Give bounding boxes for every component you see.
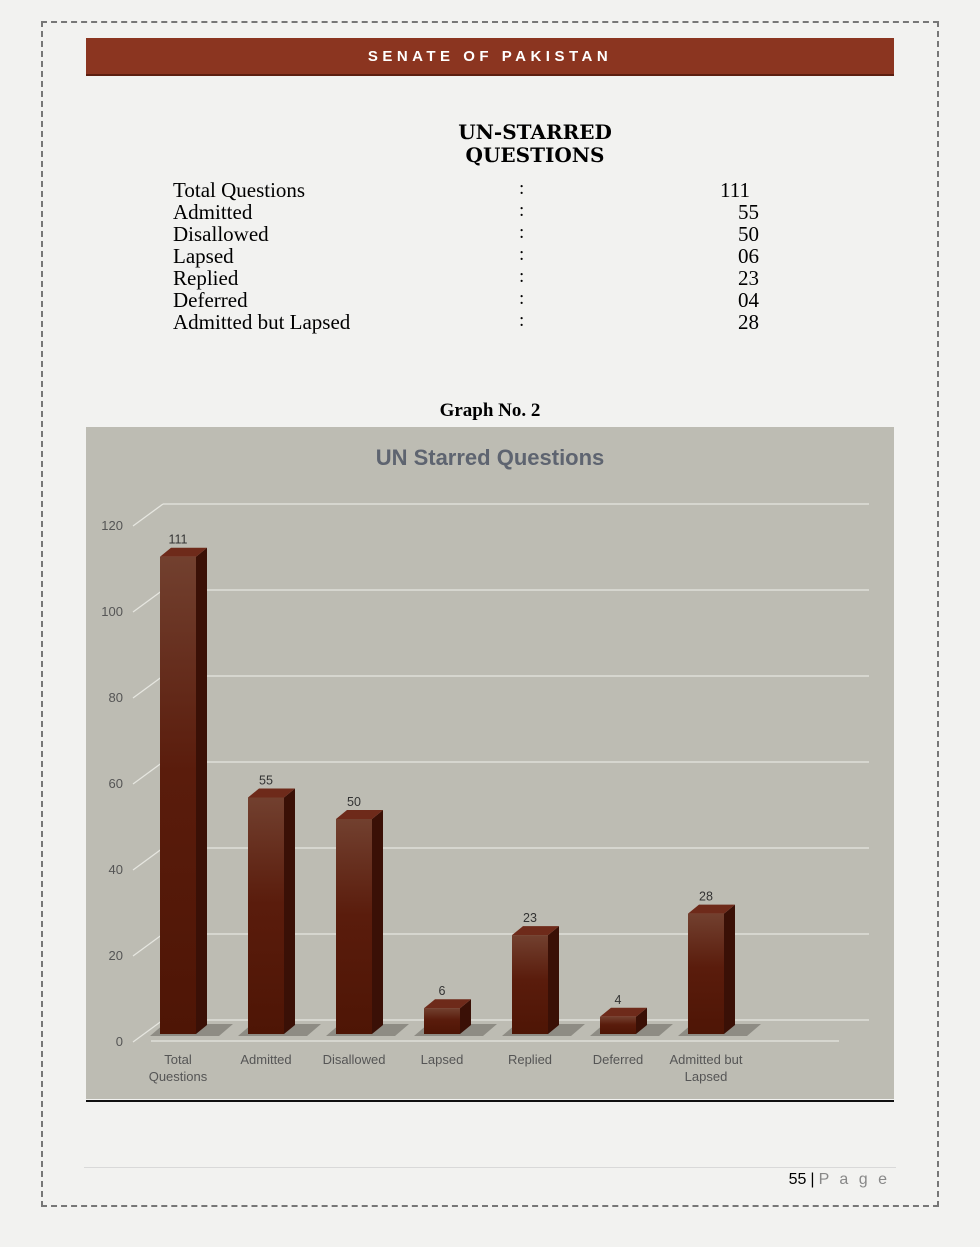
stat-row [173,288,773,310]
bar [600,1017,636,1034]
data-label: 111 [168,532,188,547]
bar [512,935,548,1034]
data-label: 28 [699,889,713,904]
bar-side [372,810,383,1034]
stat-label: Lapsed [173,244,234,268]
y-tick-label: 20 [108,948,123,963]
stat-value: 06 [738,244,759,268]
stat-label: Disallowed [173,222,269,246]
data-label: 50 [347,795,361,809]
page-label: P a g e [818,1171,890,1188]
stat-separator: : [519,244,525,265]
x-tick-label: Lapsed [684,1069,728,1084]
stat-value: 23 [738,266,759,290]
chart-panel [86,427,894,1099]
stat-value: 50 [738,222,759,246]
x-tick-label: Disallowed [322,1052,386,1067]
data-label: 4 [614,992,622,1007]
bar [336,819,372,1034]
stat-row [173,244,773,266]
bar [248,798,284,1035]
stat-label: Total Questions [173,178,306,202]
header-band [86,38,894,76]
stat-value: 111 [720,178,750,202]
stat-label: Replied [173,266,239,290]
stat-label: Deferred [173,288,248,312]
stat-separator: : [519,310,525,331]
bar-side [724,905,735,1034]
header-title: SENATE OF PAKISTAN [367,47,613,65]
bar-side [284,789,295,1035]
stat-value: 04 [738,288,759,312]
y-tick-label: 80 [108,690,123,705]
x-tick-label: Lapsed [420,1052,464,1067]
section-title-line2: QUESTIONS [465,143,605,167]
data-label: 55 [259,773,273,788]
gridline-depth [133,504,163,526]
bar [160,557,196,1034]
gridline-depth [133,934,163,956]
stat-label: Admitted [173,200,253,224]
bar-side [196,548,207,1034]
x-tick-label: Replied [507,1052,553,1067]
data-label: 6 [438,984,446,999]
gridline-depth [133,762,163,784]
stat-row [173,178,773,200]
stat-separator: : [519,222,525,243]
page-footer [789,1171,890,1189]
stat-row [173,222,773,244]
footer-rule [84,1167,896,1168]
y-tick-label: 100 [101,604,123,619]
stat-separator: : [519,200,525,221]
gridline-depth [133,676,163,698]
stat-separator: : [519,288,525,309]
stat-row [173,266,773,288]
x-tick-label: Admitted but [669,1052,743,1067]
graph-caption: Graph No. 2 [439,400,541,421]
chart-bottom-rule [86,1100,894,1102]
stat-value: 55 [738,200,759,224]
x-tick-label: Admitted [240,1052,292,1067]
stat-label: Admitted but Lapsed [173,310,351,334]
y-tick-label: 40 [108,862,123,877]
stat-row [173,200,773,222]
bar-chart [86,427,894,1099]
y-tick-label: 120 [101,518,123,533]
gridline-depth [133,848,163,870]
x-tick-label: Questions [148,1069,208,1084]
x-tick-label: Deferred [592,1052,644,1067]
stat-separator: : [519,266,525,287]
y-tick-label: 60 [108,776,123,791]
data-label: 23 [523,911,537,926]
chart-title: UN Starred Questions [375,445,605,470]
bar [424,1008,460,1034]
section-title [400,121,670,167]
bar-side [548,926,559,1034]
footer-separator: | [810,1171,815,1188]
stat-value: 28 [738,310,759,334]
bar [688,914,724,1034]
stat-separator: : [519,178,525,199]
page-number: 55 [788,1171,807,1188]
section-title-line1: UN-STARRED [458,120,612,144]
x-tick-label: Total [164,1052,192,1067]
stats-list [173,178,773,332]
stat-row [173,310,773,332]
gridline-depth [133,590,163,612]
y-tick-label: 0 [115,1034,123,1049]
